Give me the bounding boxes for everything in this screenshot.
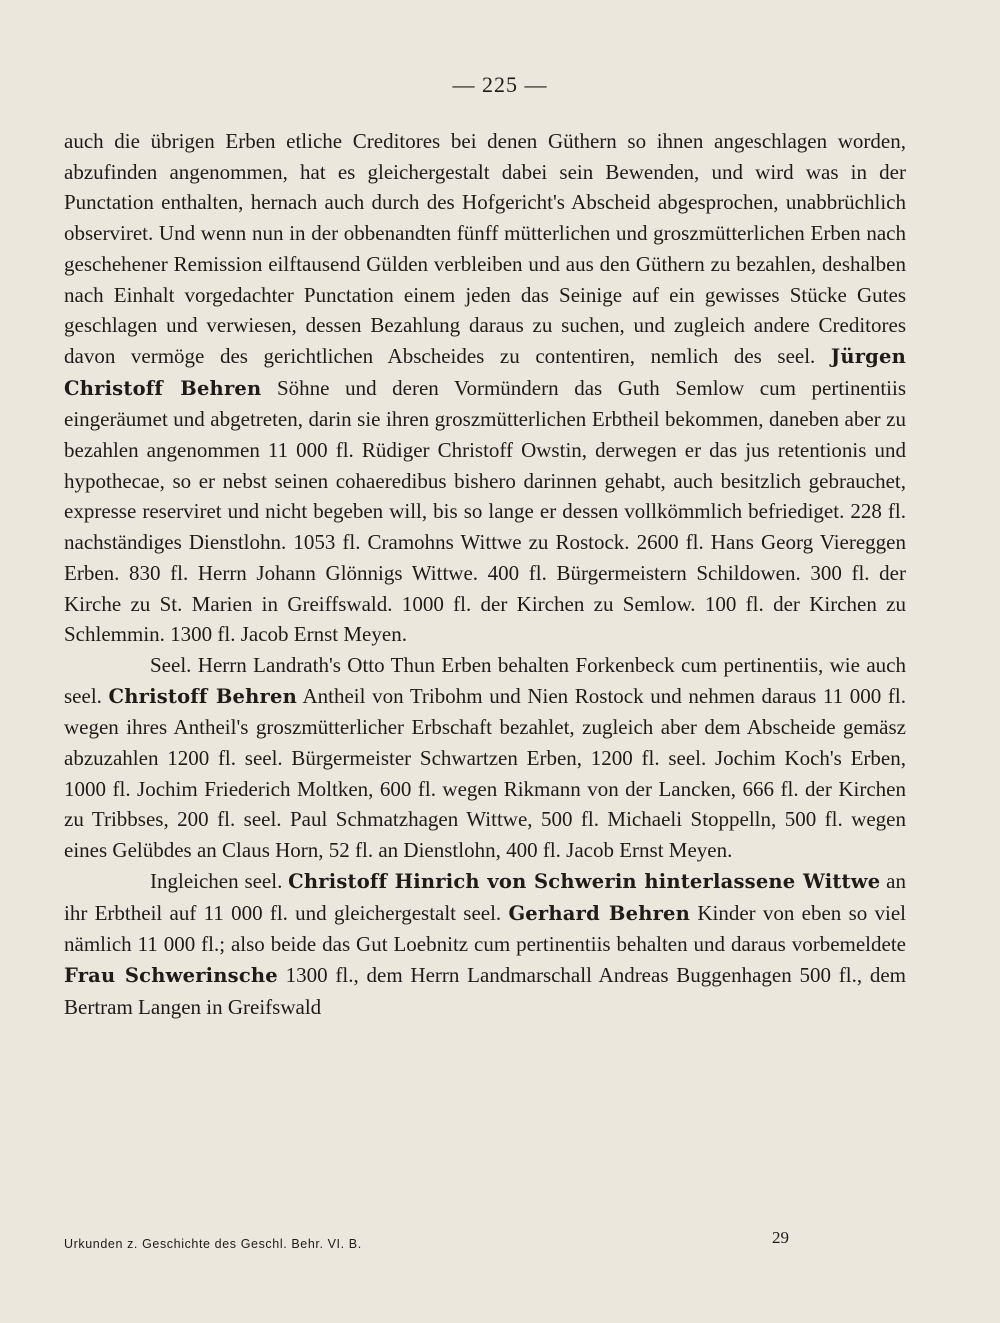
paragraph-3-text-3: Kinder von eben so viel nämlich 11 000 fl.; also beide das Gut Loebnitz cum pertinentiis behalten und daraus vorbemeldete (64, 900, 906, 957)
paragraph-2 (64, 650, 906, 866)
signature-mark: 29 (772, 1228, 789, 1247)
name-schwerin-wittwe: Christoff Hinrich von Schwerin hinterlassene Wittwe (288, 869, 881, 893)
paragraph-1-text-1: auch die übrigen Erben etliche Creditores bei denen Güthern so ihnen angeschlagen worden, abzufinden angenommen, hat es gleichergestalt dabei sein Bewenden, und wird was in der Punctation enthalten, hernach auch durch des Hofgericht's Abscheid abgesprochen, unabbrüchlich observiret. Und wenn nun in der obbenandten fünff mütterlichen und groszmütterlichen Erben nach geschehener Remission eilftausend Gülden verbleiben und aus den Güthern zu bezahlen, deshalben nach Einhalt vorgedachter Punctation einem jeden das Seinige auf ein gewisses Stücke Gutes geschlagen und verwiesen, dessen Bezahlung daraus zu suchen, und zugleich andere Creditores davon vermöge des gerichtlichen Abscheides zu contentiren, nemlich des seel. (64, 129, 906, 368)
paragraph-3-text-4: 1300 fl., dem Herrn Landmarschall Andreas Buggenhagen 500 fl., dem Bertram Langen in Greifswald (64, 962, 906, 1019)
paragraph-2-text-1: Seel. Herrn Landrath's Otto Thun Erben behalten Forkenbeck cum pertinentiis, wie auch seel. (64, 652, 906, 708)
paragraph-2-text-2: Antheil von Tribohm und Nien Rostock und nehmen daraus 11 000 fl. wegen ihres Antheil's groszmütterlicher Erbschaft bezahlet, zugleich aber dem Abscheide gemäsz abzuzahlen 1200 fl. seel. Bürgermeister Schwartzen Erben, 1200 fl. seel. Jochim Koch's Erben, 1000 fl. Jochim Friederich Moltken, 600 fl. wegen Rikmann von der Lancken, 666 fl. der Kirchen zu Tribbses, 200 fl. seel. Paul Schmatzhagen Wittwe, 500 fl. Michaeli Stoppelln, 500 fl. wegen eines Gelübdes an Claus Horn, 52 fl. an Dienstlohn, 400 fl. Jacob Ernst Meyen. (64, 683, 906, 863)
body-text (64, 126, 906, 1022)
page-number: — 225 — (452, 72, 548, 97)
name-juergen-christoff-behren: Jürgen Christoff Behren (64, 344, 906, 400)
paragraph-1 (64, 126, 906, 650)
name-frau-schwerinsche: Frau Schwerinsche (64, 963, 278, 987)
paragraph-3-text-1: Ingleichen seel. (150, 868, 289, 893)
paragraph-1-text-2: Söhne und deren Vormündern das Guth Semlow cum pertinentiis eingeräumet und abgetreten, darin sie ihren groszmütterlichen Erbtheil bekommen, daneben aber zu bezahlen angenommen 11 000 fl. Rüdiger Christoff Owstin, derwegen er das jus retentionis und hypothecae, so er nebst seinen cohaeredibus bishero darinnen gehabt, auch besitzlich gebrauchet, expresse reserviret und nicht begeben will, bis so lange er dessen vollkömmlich befriediget. 228 fl. nachständiges Dienstlohn. 1053 fl. Cramohns Wittwe zu Rostock. 2600 fl. Hans Georg Viereggen Erben. 830 fl. Herrn Johann Glönnigs Wittwe. 400 fl. Bürgermeistern Schildowen. 300 fl. der Kirche zu St. Marien in Greiffswald. 1000 fl. der Kirchen zu Semlow. 100 fl. der Kirchen zu Schlemmin. 1300 fl. Jacob Ernst Meyen. (64, 375, 906, 647)
footer-source: Urkunden z. Geschichte des Geschl. Behr. VI. B. (64, 1237, 362, 1251)
name-christoff-behren: Christoff Behren (108, 684, 297, 708)
paragraph-3-text-2: an ihr Erbtheil auf 11 000 fl. und gleichergestalt seel. (64, 868, 906, 925)
paragraph-3 (64, 866, 906, 1023)
name-gerhard-behren: Gerhard Behren (508, 901, 691, 925)
